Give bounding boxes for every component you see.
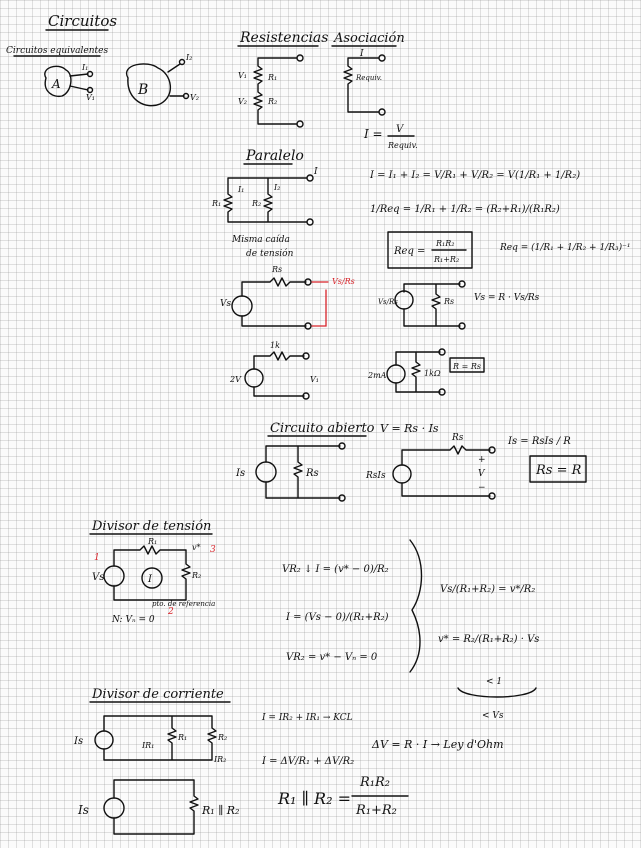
divisor-tension-heading: Divisor de tensión bbox=[92, 519, 212, 534]
par-note1: Misma caída bbox=[232, 235, 290, 245]
par-r1: R₁ bbox=[212, 199, 222, 208]
assoc-formula-lhs: I = bbox=[364, 127, 383, 141]
dt-i: I bbox=[148, 574, 152, 585]
src-r-eq-rs: R = Rs bbox=[453, 362, 481, 371]
equiv-label: Circuitos equivalentes bbox=[6, 46, 109, 56]
abierto-eq: V = Rs · Is bbox=[380, 422, 439, 435]
par-r2: R₂ bbox=[252, 199, 262, 208]
par-i2: I₂ bbox=[274, 183, 281, 192]
abierto-plus: + bbox=[478, 455, 486, 465]
dt-r1: R₁ bbox=[148, 537, 158, 546]
par-req3: Req = (1/R₁ + 1/R₂ + 1/R₃)⁻¹ bbox=[500, 243, 631, 253]
dc-kcl: I = IR₂ + IR₁ → KCL bbox=[262, 713, 353, 723]
dt-ltvs: < Vs bbox=[482, 711, 504, 721]
equiv-v2: V₂ bbox=[190, 93, 199, 102]
src-2ma: 2mA bbox=[368, 371, 387, 380]
src-2v: 2V bbox=[230, 375, 241, 384]
abierto-rs: Rs bbox=[306, 468, 319, 479]
src-1kohm: 1kΩ bbox=[424, 369, 441, 378]
dt-n1: 1 bbox=[94, 553, 100, 563]
abierto-box: Rs = R bbox=[536, 463, 582, 478]
src-v1: V₁ bbox=[310, 375, 319, 384]
series-circuit bbox=[254, 58, 297, 124]
dt-n2: 2 bbox=[168, 607, 174, 617]
dt-eq-top: VR₂ ↓ I = (v* − 0)/R₂ bbox=[282, 564, 389, 575]
assoc-requiv: Requiv. bbox=[356, 74, 382, 82]
abierto-minus: − bbox=[478, 483, 486, 493]
red-wire bbox=[312, 282, 328, 326]
dt-r2: R₂ bbox=[192, 571, 202, 580]
voltage-source bbox=[232, 296, 252, 316]
dc-ohm: ΔV = R · I → Ley d'Ohm bbox=[372, 738, 504, 751]
abierto-is-eq: Is = RsIs / R bbox=[508, 436, 571, 447]
assoc-circuit bbox=[344, 58, 379, 112]
current-divider-circuit bbox=[104, 716, 216, 760]
dt-ratio: Vs/(R₁+R₂) = v*/R₂ bbox=[440, 584, 536, 595]
dt-eq-bot: VR₂ = v* − Vₙ = 0 bbox=[286, 652, 378, 663]
par-note2: de tensión bbox=[246, 249, 294, 259]
blob-b bbox=[127, 64, 171, 106]
req-box-den: R₁+R₂ bbox=[434, 255, 460, 264]
src-vs-eq: Vs = R · Vs/Rs bbox=[474, 293, 540, 303]
equiv-i2: I₂ bbox=[186, 53, 193, 62]
abierto-is: Is bbox=[236, 468, 246, 479]
src-vs-over-rs: Vs/Rs bbox=[378, 298, 398, 306]
equiv-v1: V₁ bbox=[86, 93, 95, 102]
dt-vs: Vs bbox=[92, 572, 105, 583]
blob-b-label: B bbox=[138, 82, 149, 98]
dc-parallel: R₁ ∥ R₂ = bbox=[278, 789, 351, 808]
paralelo-heading: Paralelo bbox=[246, 148, 304, 164]
series-r2: R₂ bbox=[268, 97, 278, 106]
blob-a-label: A bbox=[52, 77, 61, 91]
assoc-i: I bbox=[360, 49, 364, 59]
dc-par-num: R₁R₂ bbox=[360, 775, 390, 790]
assoc-formula-den: Requiv. bbox=[388, 141, 418, 150]
par-i1: I₁ bbox=[238, 185, 245, 194]
par-eq2: 1/Req = 1/R₁ + 1/R₂ = (R₂+R₁)/(R₁R₂) bbox=[370, 204, 560, 215]
abierto-rs-2: Rs bbox=[452, 433, 464, 443]
parallel-circuit bbox=[224, 178, 307, 222]
series-v2: V₂ bbox=[238, 97, 247, 106]
par-i: I bbox=[314, 167, 318, 177]
series-r1: R₁ bbox=[268, 73, 278, 82]
abierto-heading: Circuito abierto bbox=[270, 421, 375, 436]
src-1k: 1k bbox=[270, 341, 280, 350]
dc-is-2: Is bbox=[78, 803, 89, 817]
dc-r2: R₂ bbox=[218, 733, 228, 742]
dt-brace bbox=[410, 540, 422, 672]
dt-vstar-eq: v* = R₂/(R₁+R₂) · Vs bbox=[438, 634, 540, 645]
divisor-corriente-heading: Divisor de corriente bbox=[92, 687, 224, 702]
dt-ref: pto. de referencia bbox=[152, 600, 216, 608]
dc-ir2: IR₂ bbox=[214, 755, 227, 764]
red-note: Vs/Rs bbox=[332, 277, 355, 286]
dt-vstar: v* bbox=[192, 543, 201, 552]
src-rs-2: Rs bbox=[444, 297, 455, 306]
resistencias-heading: Resistencias bbox=[240, 30, 329, 46]
assoc-formula-num: V bbox=[396, 124, 404, 135]
equiv-i1: I₁ bbox=[82, 63, 89, 72]
req-box-num: R₁R₂ bbox=[436, 239, 455, 248]
series-v1: V₁ bbox=[238, 71, 247, 80]
dt-vn: N: Vₙ = 0 bbox=[112, 615, 155, 625]
dc-par-den: R₁+R₂ bbox=[356, 803, 397, 818]
dc-is: Is bbox=[74, 736, 84, 747]
dt-n3: 3 bbox=[210, 545, 216, 555]
divider-circuit bbox=[114, 546, 190, 600]
dc-r1: R₁ bbox=[178, 733, 188, 742]
abierto-v: V bbox=[478, 469, 485, 479]
dt-eq-mid: I = (Vs − 0)/(R₁+R₂) bbox=[286, 612, 389, 623]
req-box-lhs: Req = bbox=[394, 246, 426, 257]
par-eq1: I = I₁ + I₂ = V/R₁ + V/R₂ = V(1/R₁ + 1/R₂) bbox=[370, 170, 581, 181]
page-title: Circuitos bbox=[48, 12, 118, 30]
dc-bot-label: R₁ ∥ R₂ bbox=[202, 804, 240, 817]
src-rs: Rs bbox=[272, 265, 283, 274]
dc-ir1: IR₁ bbox=[142, 741, 155, 750]
asociacion-heading: Asociación bbox=[334, 31, 405, 46]
dt-lt1: < 1 bbox=[486, 677, 503, 687]
dc-sum: I = ΔV/R₁ + ΔV/R₂ bbox=[262, 756, 355, 767]
src-vs: Vs bbox=[220, 299, 232, 309]
abierto-rsis: RsIs bbox=[366, 471, 386, 481]
